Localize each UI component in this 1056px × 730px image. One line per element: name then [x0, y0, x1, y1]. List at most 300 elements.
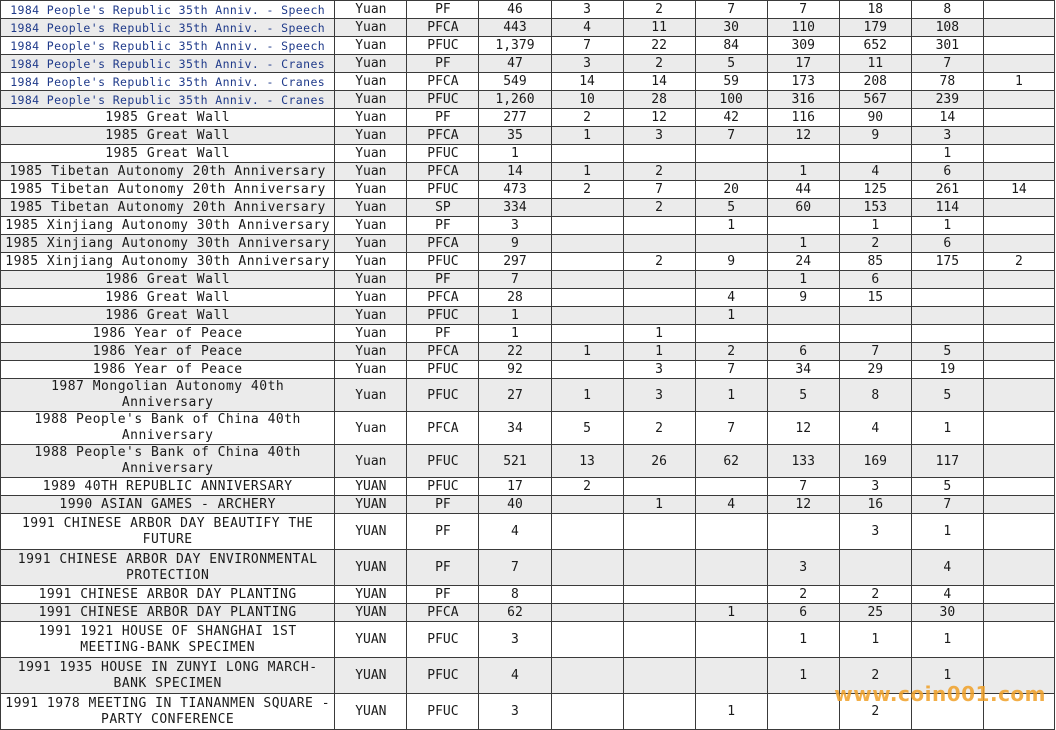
grade-count-cell: 169	[839, 445, 911, 478]
grade-count-cell: 85	[839, 253, 911, 271]
grade-count-cell	[695, 271, 767, 289]
unit-cell: YUAN	[335, 514, 407, 550]
grade-cell: PFUC	[407, 658, 479, 694]
total-cell: 1	[479, 307, 551, 325]
grade-count-cell	[623, 307, 695, 325]
name-cell: 1986 Great Wall	[1, 271, 335, 289]
grade-count-cell: 1	[695, 604, 767, 622]
unit-cell: Yuan	[335, 55, 407, 73]
table-row	[1, 73, 1055, 91]
grade-count-cell	[623, 604, 695, 622]
total-cell: 47	[479, 55, 551, 73]
total-cell: 7	[479, 550, 551, 586]
total-cell: 3	[479, 622, 551, 658]
grade-count-cell: 14	[551, 73, 623, 91]
table-row	[1, 235, 1055, 253]
table-row	[1, 307, 1055, 325]
grade-count-cell	[983, 145, 1054, 163]
grade-count-cell: 14	[623, 73, 695, 91]
grade-count-cell: 1	[911, 412, 983, 445]
grade-count-cell: 2	[551, 109, 623, 127]
total-cell: 1,379	[479, 37, 551, 55]
grade-count-cell	[911, 289, 983, 307]
grade-cell: PFCA	[407, 127, 479, 145]
unit-cell: Yuan	[335, 217, 407, 235]
grade-count-cell: 1	[839, 217, 911, 235]
grade-count-cell: 3	[839, 514, 911, 550]
table-row	[1, 217, 1055, 235]
table-row	[1, 550, 1055, 586]
table-row	[1, 127, 1055, 145]
name-cell: 1986 Year of Peace	[1, 343, 335, 361]
grade-count-cell: 309	[767, 37, 839, 55]
grade-cell: PFUC	[407, 253, 479, 271]
grade-count-cell: 1	[695, 307, 767, 325]
grade-count-cell: 1	[767, 235, 839, 253]
total-cell: 334	[479, 199, 551, 217]
grade-count-cell: 239	[911, 91, 983, 109]
table-row	[1, 91, 1055, 109]
grade-count-cell: 1	[767, 271, 839, 289]
grade-count-cell	[983, 19, 1054, 37]
grade-count-cell	[911, 271, 983, 289]
grade-count-cell: 5	[767, 379, 839, 412]
name-cell: 1986 Great Wall	[1, 289, 335, 307]
table-row	[1, 163, 1055, 181]
grade-count-cell: 2	[767, 586, 839, 604]
unit-cell: Yuan	[335, 325, 407, 343]
grade-count-cell: 26	[623, 445, 695, 478]
grade-count-cell	[551, 217, 623, 235]
total-cell: 46	[479, 1, 551, 19]
grade-count-cell	[695, 163, 767, 181]
grade-count-cell: 19	[911, 361, 983, 379]
table-row	[1, 37, 1055, 55]
unit-cell: Yuan	[335, 181, 407, 199]
grade-count-cell: 10	[551, 91, 623, 109]
unit-cell: Yuan	[335, 253, 407, 271]
grade-count-cell	[695, 514, 767, 550]
unit-cell: Yuan	[335, 445, 407, 478]
grade-count-cell	[623, 289, 695, 307]
total-cell: 7	[479, 271, 551, 289]
grade-count-cell	[839, 325, 911, 343]
grade-count-cell: 567	[839, 91, 911, 109]
table-row	[1, 199, 1055, 217]
grade-count-cell: 175	[911, 253, 983, 271]
grade-count-cell: 5	[911, 379, 983, 412]
total-cell: 1,260	[479, 91, 551, 109]
name-cell: 1985 Xinjiang Autonomy 30th Anniversary	[1, 253, 335, 271]
total-cell: 3	[479, 217, 551, 235]
grade-count-cell	[983, 91, 1054, 109]
grade-cell: SP	[407, 199, 479, 217]
grade-count-cell: 7	[695, 361, 767, 379]
grade-count-cell: 261	[911, 181, 983, 199]
grade-count-cell: 4	[839, 412, 911, 445]
grade-count-cell	[623, 271, 695, 289]
grade-count-cell: 12	[767, 412, 839, 445]
grade-count-cell: 6	[911, 235, 983, 253]
grade-count-cell: 24	[767, 253, 839, 271]
grade-count-cell: 30	[911, 604, 983, 622]
grade-count-cell	[695, 586, 767, 604]
grade-cell: PFUC	[407, 37, 479, 55]
grade-count-cell	[983, 496, 1054, 514]
table-row	[1, 145, 1055, 163]
grade-count-cell	[767, 694, 839, 730]
grade-count-cell	[983, 478, 1054, 496]
grade-count-cell	[551, 694, 623, 730]
grade-count-cell	[983, 604, 1054, 622]
table-row	[1, 361, 1055, 379]
name-cell: 1985 Tibetan Autonomy 20th Anniversary	[1, 163, 335, 181]
grade-count-cell: 1	[767, 163, 839, 181]
grade-count-cell	[839, 307, 911, 325]
grade-count-cell: 3	[623, 361, 695, 379]
grade-count-cell	[623, 514, 695, 550]
total-cell: 1	[479, 145, 551, 163]
name-cell: 1984 People's Republic 35th Anniv. - Cranes	[1, 55, 335, 73]
unit-cell: Yuan	[335, 307, 407, 325]
watermark: www.coin001.com	[834, 682, 1046, 706]
total-cell: 3	[479, 694, 551, 730]
grade-count-cell: 8	[911, 1, 983, 19]
name-cell: 1984 People's Republic 35th Anniv. - Cranes	[1, 91, 335, 109]
grade-count-cell: 133	[767, 445, 839, 478]
grade-cell: PFCA	[407, 604, 479, 622]
name-cell: 1987 Mongolian Autonomy 40th Anniversary	[1, 379, 335, 412]
grade-count-cell: 7	[623, 181, 695, 199]
grade-count-cell: 17	[767, 55, 839, 73]
grade-count-cell	[551, 289, 623, 307]
grade-count-cell: 1	[911, 145, 983, 163]
grade-count-cell: 9	[767, 289, 839, 307]
grade-count-cell: 7	[839, 343, 911, 361]
grade-count-cell	[839, 550, 911, 586]
total-cell: 35	[479, 127, 551, 145]
grade-count-cell	[695, 658, 767, 694]
total-cell: 8	[479, 586, 551, 604]
grade-count-cell	[911, 307, 983, 325]
grade-count-cell	[911, 325, 983, 343]
grade-cell: PFUC	[407, 379, 479, 412]
grade-count-cell: 3	[623, 127, 695, 145]
grade-count-cell: 1	[767, 622, 839, 658]
grade-count-cell	[983, 307, 1054, 325]
grade-cell: PF	[407, 55, 479, 73]
unit-cell: Yuan	[335, 37, 407, 55]
unit-cell: Yuan	[335, 19, 407, 37]
unit-cell: YUAN	[335, 496, 407, 514]
grade-count-cell	[695, 235, 767, 253]
table-row	[1, 496, 1055, 514]
grade-count-cell	[983, 361, 1054, 379]
grade-count-cell: 3	[911, 127, 983, 145]
grade-count-cell: 2	[839, 235, 911, 253]
grade-count-cell: 22	[623, 37, 695, 55]
name-cell: 1991 CHINESE ARBOR DAY PLANTING	[1, 604, 335, 622]
grade-count-cell	[983, 412, 1054, 445]
grade-cell: PFUC	[407, 181, 479, 199]
grade-count-cell: 125	[839, 181, 911, 199]
grade-count-cell: 3	[551, 55, 623, 73]
grade-count-cell	[551, 235, 623, 253]
grade-count-cell: 153	[839, 199, 911, 217]
grade-count-cell	[983, 109, 1054, 127]
name-cell: 1991 CHINESE ARBOR DAY BEAUTIFY THE FUTURE	[1, 514, 335, 550]
total-cell: 443	[479, 19, 551, 37]
grade-count-cell: 108	[911, 19, 983, 37]
grade-count-cell	[839, 145, 911, 163]
grade-cell: PF	[407, 271, 479, 289]
grade-count-cell	[695, 145, 767, 163]
unit-cell: Yuan	[335, 343, 407, 361]
grade-count-cell: 2	[551, 478, 623, 496]
grade-count-cell	[983, 445, 1054, 478]
grade-cell: PF	[407, 109, 479, 127]
grade-count-cell: 60	[767, 199, 839, 217]
name-cell: 1991 1921 HOUSE OF SHANGHAI 1ST MEETING-BANK SPECIMEN	[1, 622, 335, 658]
total-cell: 92	[479, 361, 551, 379]
grade-count-cell: 12	[767, 496, 839, 514]
grade-count-cell	[623, 586, 695, 604]
grade-count-cell: 12	[623, 109, 695, 127]
grade-count-cell: 78	[911, 73, 983, 91]
grade-cell: PF	[407, 550, 479, 586]
grade-count-cell: 1	[551, 379, 623, 412]
unit-cell: Yuan	[335, 1, 407, 19]
grade-count-cell: 18	[839, 1, 911, 19]
total-cell: 17	[479, 478, 551, 496]
total-cell: 62	[479, 604, 551, 622]
unit-cell: Yuan	[335, 361, 407, 379]
name-cell: 1990 ASIAN GAMES - ARCHERY	[1, 496, 335, 514]
grade-count-cell: 59	[695, 73, 767, 91]
grade-count-cell: 117	[911, 445, 983, 478]
grade-count-cell: 1	[623, 496, 695, 514]
grade-count-cell: 1	[983, 73, 1054, 91]
grade-count-cell	[623, 478, 695, 496]
grade-count-cell	[623, 217, 695, 235]
grade-count-cell: 1	[911, 217, 983, 235]
grade-cell: PF	[407, 586, 479, 604]
grade-count-cell: 9	[839, 127, 911, 145]
grade-count-cell: 3	[839, 478, 911, 496]
name-cell: 1989 40TH REPUBLIC ANNIVERSARY	[1, 478, 335, 496]
grade-count-cell: 7	[695, 1, 767, 19]
grade-cell: PFUC	[407, 361, 479, 379]
grade-cell: PF	[407, 514, 479, 550]
grade-count-cell: 2	[623, 163, 695, 181]
unit-cell: Yuan	[335, 145, 407, 163]
grade-count-cell: 16	[839, 496, 911, 514]
grade-count-cell: 116	[767, 109, 839, 127]
unit-cell: Yuan	[335, 109, 407, 127]
grade-count-cell	[551, 199, 623, 217]
grade-count-cell: 5	[695, 199, 767, 217]
grade-count-cell: 8	[839, 379, 911, 412]
grade-count-cell: 1	[551, 163, 623, 181]
grade-count-cell: 100	[695, 91, 767, 109]
grade-cell: PFCA	[407, 19, 479, 37]
grade-count-cell	[983, 217, 1054, 235]
table-row	[1, 604, 1055, 622]
table-row	[1, 412, 1055, 445]
grade-count-cell: 14	[983, 181, 1054, 199]
grade-count-cell	[767, 514, 839, 550]
grade-count-cell: 5	[551, 412, 623, 445]
total-cell: 22	[479, 343, 551, 361]
grade-count-cell: 1	[623, 343, 695, 361]
grade-count-cell: 2	[695, 343, 767, 361]
unit-cell: YUAN	[335, 478, 407, 496]
grade-count-cell	[551, 514, 623, 550]
table-row	[1, 181, 1055, 199]
unit-cell: Yuan	[335, 127, 407, 145]
grade-count-cell: 3	[551, 1, 623, 19]
grade-count-cell	[767, 307, 839, 325]
total-cell: 34	[479, 412, 551, 445]
grade-count-cell: 4	[911, 586, 983, 604]
name-cell: 1985 Xinjiang Autonomy 30th Anniversary	[1, 217, 335, 235]
name-cell: 1984 People's Republic 35th Anniv. - Speech	[1, 19, 335, 37]
grade-count-cell: 179	[839, 19, 911, 37]
grade-count-cell: 7	[551, 37, 623, 55]
grade-cell: PFUC	[407, 91, 479, 109]
unit-cell: Yuan	[335, 235, 407, 253]
name-cell: 1991 1935 HOUSE IN ZUNYI LONG MARCH-BANK SPECIMEN	[1, 658, 335, 694]
grade-count-cell: 2	[623, 253, 695, 271]
grade-count-cell: 90	[839, 109, 911, 127]
grade-cell: PFUC	[407, 694, 479, 730]
table-row	[1, 253, 1055, 271]
total-cell: 521	[479, 445, 551, 478]
grade-count-cell	[767, 145, 839, 163]
grade-count-cell: 110	[767, 19, 839, 37]
grade-count-cell	[623, 658, 695, 694]
grade-cell: PF	[407, 217, 479, 235]
name-cell: 1984 People's Republic 35th Anniv. - Speech	[1, 1, 335, 19]
name-cell: 1991 1978 MEETING IN TIANANMEN SQUARE - PARTY CONFERENCE	[1, 694, 335, 730]
grade-count-cell: 7	[767, 1, 839, 19]
total-cell: 1	[479, 325, 551, 343]
grade-count-cell	[623, 694, 695, 730]
grade-count-cell: 4	[551, 19, 623, 37]
grade-count-cell	[623, 622, 695, 658]
unit-cell: Yuan	[335, 199, 407, 217]
grade-cell: PF	[407, 496, 479, 514]
grade-count-cell: 29	[839, 361, 911, 379]
grade-count-cell: 5	[911, 478, 983, 496]
grade-count-cell: 4	[695, 289, 767, 307]
grade-cell: PFUC	[407, 145, 479, 163]
grade-cell: PFCA	[407, 163, 479, 181]
grade-cell: PF	[407, 325, 479, 343]
grade-count-cell	[551, 361, 623, 379]
grade-count-cell: 28	[623, 91, 695, 109]
grade-count-cell	[983, 271, 1054, 289]
grade-count-cell: 1	[839, 622, 911, 658]
table-row	[1, 586, 1055, 604]
grade-cell: PFUC	[407, 307, 479, 325]
total-cell: 9	[479, 235, 551, 253]
grade-count-cell: 6	[767, 604, 839, 622]
grade-count-cell: 12	[767, 127, 839, 145]
table-row	[1, 1, 1055, 19]
grade-count-cell: 1	[623, 325, 695, 343]
grade-count-cell: 6	[767, 343, 839, 361]
grade-count-cell	[551, 550, 623, 586]
grade-count-cell: 30	[695, 19, 767, 37]
grade-count-cell: 44	[767, 181, 839, 199]
grade-count-cell: 1	[551, 127, 623, 145]
table-row	[1, 289, 1055, 307]
grade-count-cell: 9	[695, 253, 767, 271]
name-cell: 1986 Year of Peace	[1, 325, 335, 343]
name-cell: 1985 Great Wall	[1, 145, 335, 163]
grade-count-cell: 2	[623, 412, 695, 445]
grade-count-cell: 4	[839, 163, 911, 181]
grade-count-cell: 2	[623, 55, 695, 73]
grade-count-cell: 42	[695, 109, 767, 127]
unit-cell: Yuan	[335, 379, 407, 412]
total-cell: 473	[479, 181, 551, 199]
grade-count-cell: 14	[911, 109, 983, 127]
grade-count-cell: 11	[623, 19, 695, 37]
grade-cell: PFUC	[407, 445, 479, 478]
grade-count-cell	[983, 1, 1054, 19]
table-row	[1, 271, 1055, 289]
grade-count-cell	[551, 496, 623, 514]
grade-count-cell	[551, 271, 623, 289]
grade-count-cell: 7	[695, 412, 767, 445]
grade-count-cell: 173	[767, 73, 839, 91]
grade-count-cell	[551, 622, 623, 658]
unit-cell: YUAN	[335, 604, 407, 622]
grade-cell: PFCA	[407, 73, 479, 91]
grade-count-cell: 15	[839, 289, 911, 307]
name-cell: 1988 People's Bank of China 40th Anniversary	[1, 445, 335, 478]
grade-count-cell: 4	[695, 496, 767, 514]
name-cell: 1985 Great Wall	[1, 109, 335, 127]
unit-cell: Yuan	[335, 73, 407, 91]
grade-cell: PF	[407, 1, 479, 19]
table-row	[1, 325, 1055, 343]
grade-count-cell: 114	[911, 199, 983, 217]
grade-count-cell	[983, 235, 1054, 253]
grade-count-cell: 11	[839, 55, 911, 73]
total-cell: 14	[479, 163, 551, 181]
grade-count-cell: 208	[839, 73, 911, 91]
name-cell: 1986 Great Wall	[1, 307, 335, 325]
unit-cell: YUAN	[335, 658, 407, 694]
grade-count-cell: 4	[911, 550, 983, 586]
grade-count-cell	[767, 217, 839, 235]
unit-cell: YUAN	[335, 550, 407, 586]
grade-count-cell: 2	[623, 1, 695, 19]
table-row	[1, 19, 1055, 37]
grade-cell: PFUC	[407, 622, 479, 658]
grade-count-cell	[983, 622, 1054, 658]
name-cell: 1986 Year of Peace	[1, 361, 335, 379]
grade-count-cell	[551, 145, 623, 163]
total-cell: 4	[479, 658, 551, 694]
unit-cell: Yuan	[335, 91, 407, 109]
grade-count-cell	[623, 550, 695, 586]
table-row	[1, 343, 1055, 361]
grade-count-cell	[551, 658, 623, 694]
